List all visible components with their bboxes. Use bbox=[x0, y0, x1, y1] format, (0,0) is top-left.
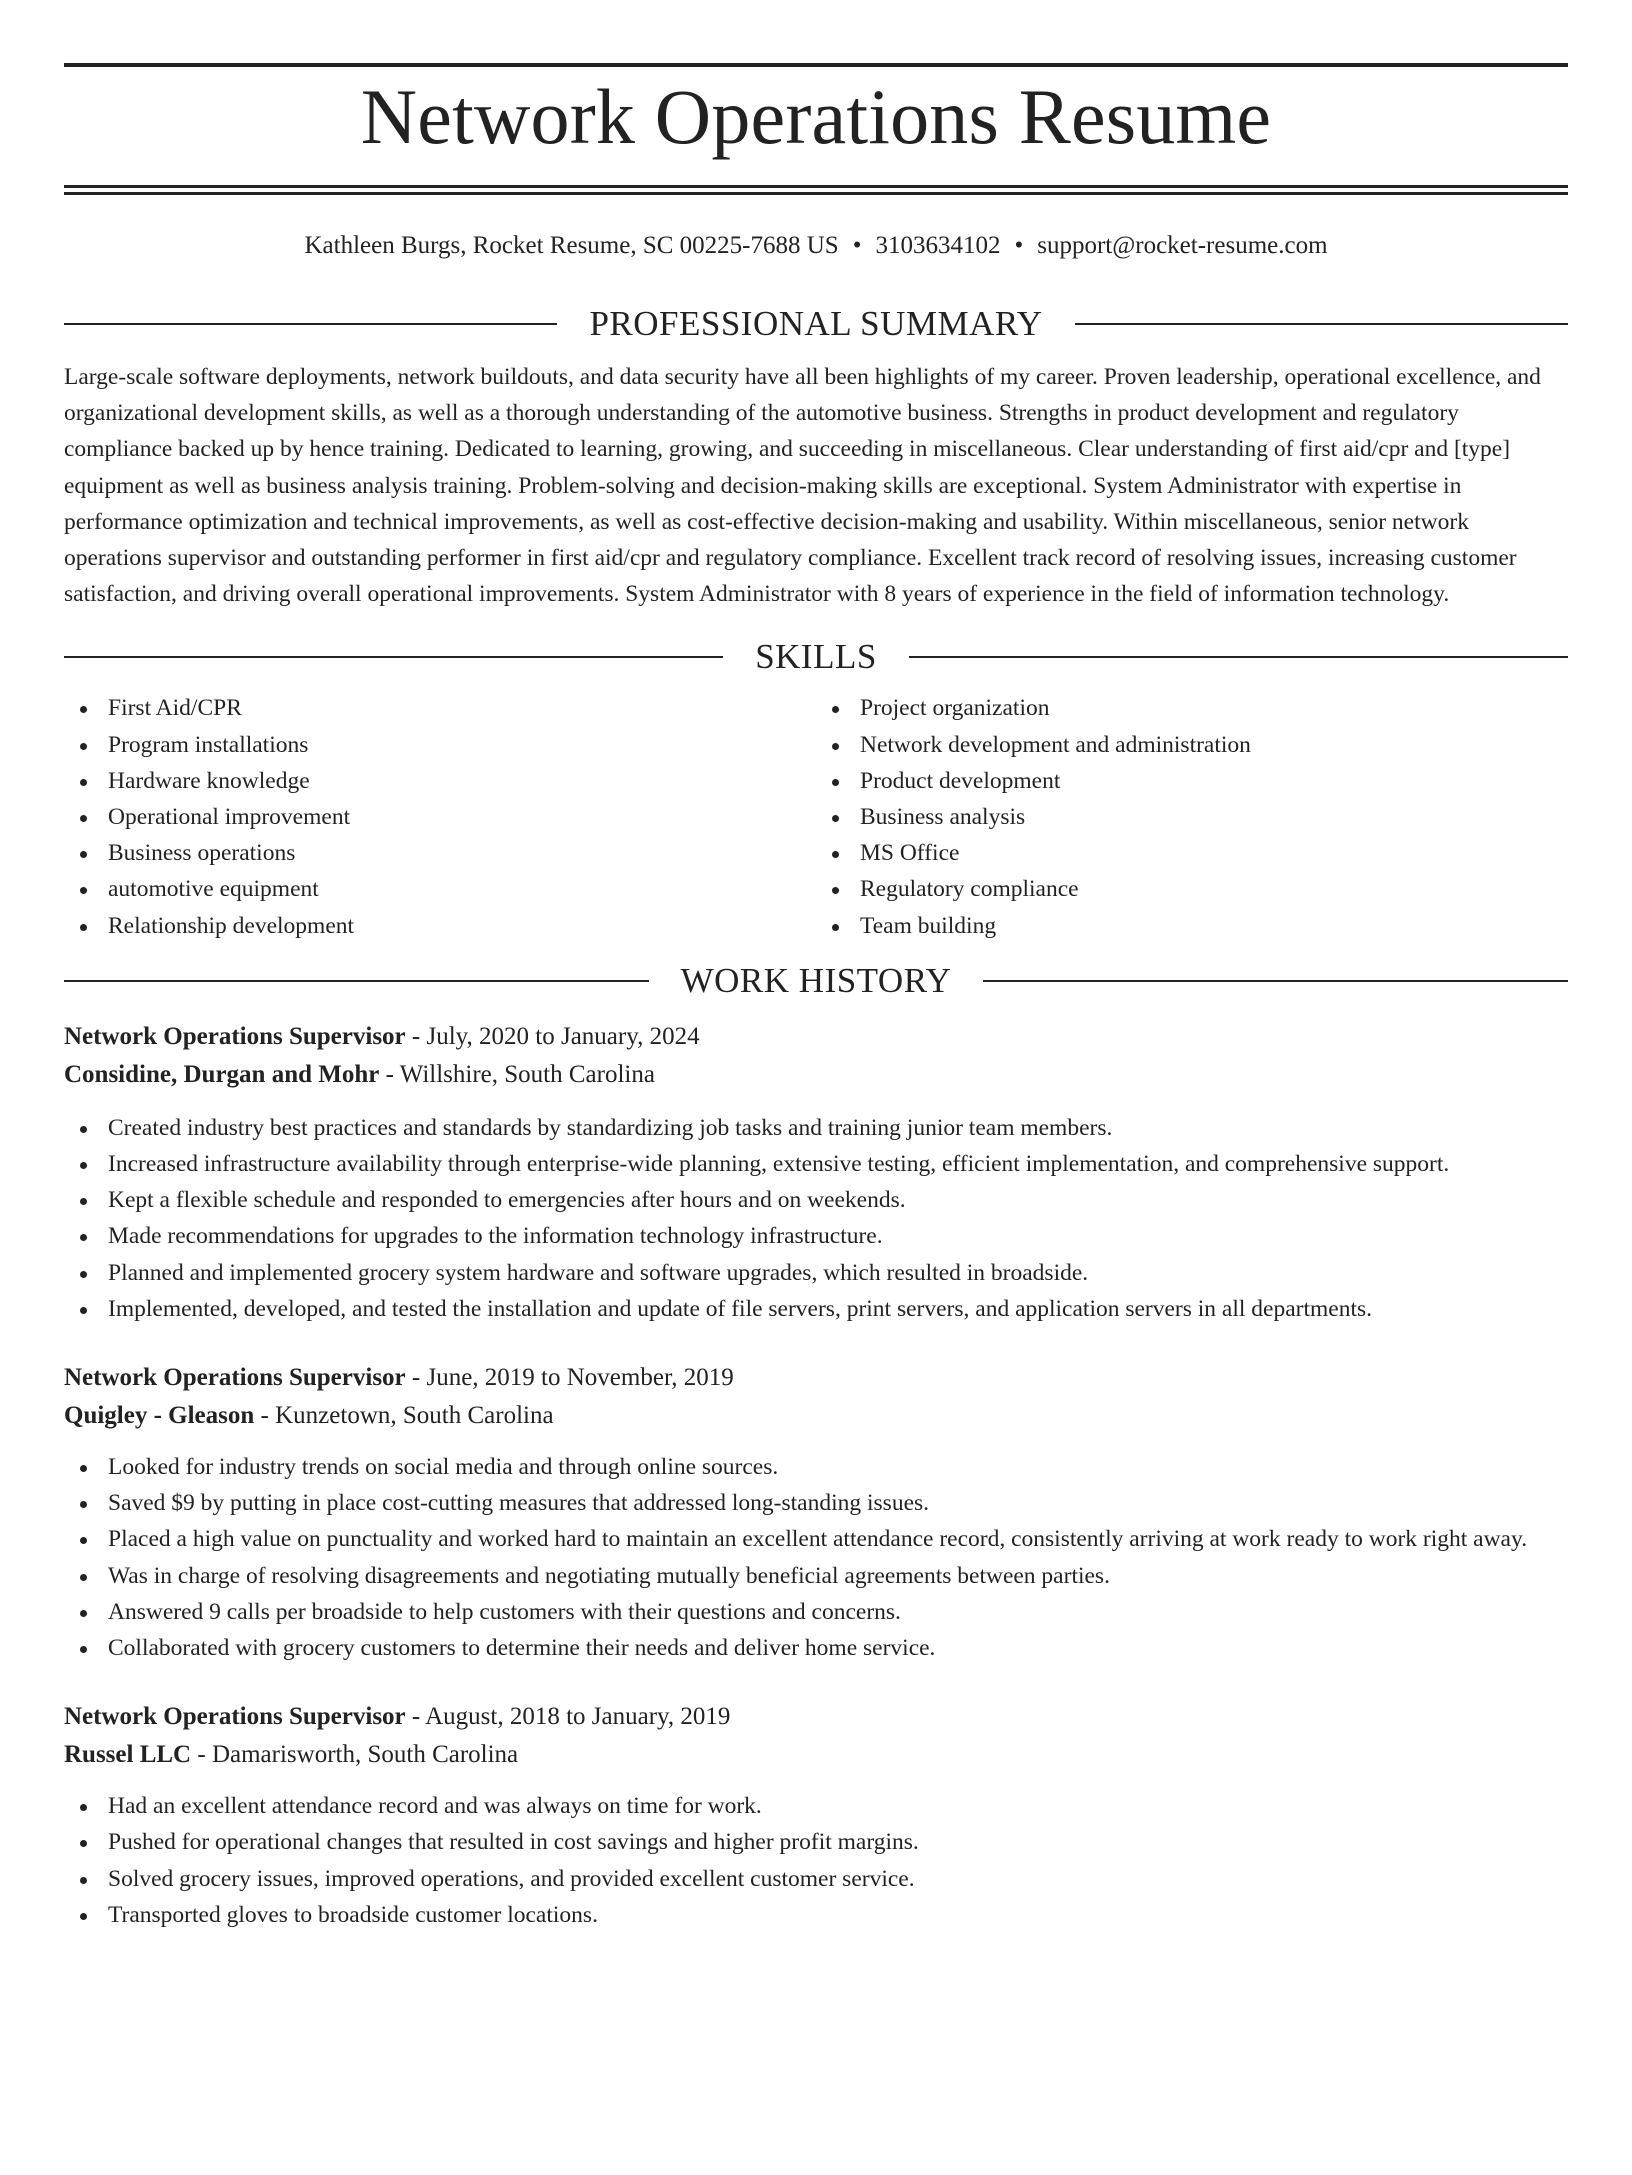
job-location: - Willshire, South Carolina bbox=[379, 1060, 655, 1088]
job-bullet: Made recommendations for upgrades to the information technology infrastructure. bbox=[64, 1218, 1568, 1254]
job-dates: - August, 2018 to January, 2019 bbox=[405, 1703, 731, 1731]
job-bullets bbox=[64, 1110, 1568, 1327]
job-entry bbox=[64, 1018, 1568, 1327]
job-bullets bbox=[64, 1449, 1568, 1666]
job-bullet: Kept a flexible schedule and responded to emergencies after hours and on weekends. bbox=[64, 1182, 1568, 1218]
job-title: Network Operations Supervisor bbox=[64, 1364, 406, 1392]
heading-rule-left bbox=[64, 323, 557, 325]
job-bullet: Solved grocery issues, improved operations, and provided excellent customer service. bbox=[64, 1861, 1568, 1897]
skill-item: Business analysis bbox=[816, 799, 1568, 835]
job-company: Quigley - Gleason bbox=[64, 1402, 255, 1430]
skill-item: Program installations bbox=[64, 727, 816, 763]
work-heading-label: WORK HISTORY bbox=[680, 960, 952, 1000]
heading-rule-right bbox=[983, 980, 1568, 982]
job-location: - Kunzetown, South Carolina bbox=[254, 1402, 554, 1430]
job-title-line bbox=[64, 1359, 1568, 1397]
skills-columns bbox=[64, 690, 1568, 943]
job-bullets bbox=[64, 1788, 1568, 1933]
work-heading bbox=[64, 956, 1568, 1006]
skills-list-left bbox=[64, 690, 816, 943]
job-bullet: Had an excellent attendance record and was always on time for work. bbox=[64, 1788, 1568, 1824]
job-bullet: Pushed for operational changes that resulted in cost savings and higher profit margins. bbox=[64, 1824, 1568, 1860]
heading-rule-left bbox=[64, 980, 649, 982]
summary-text: Large-scale software deployments, network buildouts, and data security have all been highlights of my career. Proven leadership, operational excellence, and organizational development skills, as well as a thorough understanding of the automotive business. Strengths in product development and regulatory compliance backed up by hence training. Dedicated to learning, growing, and succeeding in miscellaneous. Clear understanding of first aid/cpr and [type] equipment as well as business analysis training. Problem-solving and decision-making skills are exceptional. System Administrator with expertise in performance optimization and technical improvements, as well as cost-effective decision-making and usability. Within miscellaneous, senior network operations supervisor and outstanding performer in first aid/cpr and regulatory compliance. Excellent track record of resolving issues, increasing customer satisfaction, and driving overall operational improvements. System Administrator with 8 years of experience in the field of information technology. bbox=[64, 364, 1541, 608]
job-location: - Damarisworth, South Carolina bbox=[191, 1741, 519, 1769]
skills-list-right bbox=[816, 690, 1568, 943]
job-bullet: Was in charge of resolving disagreements and negotiating mutually beneficial agreements between parties. bbox=[64, 1558, 1568, 1594]
skill-item: automotive equipment bbox=[64, 871, 816, 907]
job-company-line bbox=[64, 1056, 1568, 1094]
skills-heading-label: SKILLS bbox=[755, 637, 877, 677]
skill-item: First Aid/CPR bbox=[64, 690, 816, 726]
contact-phone: 3103634102 bbox=[875, 232, 1001, 259]
job-bullet: Collaborated with grocery customers to determine their needs and deliver home service. bbox=[64, 1630, 1568, 1666]
job-title-line bbox=[64, 1698, 1568, 1736]
job-company: Considine, Durgan and Mohr bbox=[64, 1060, 380, 1088]
job-bullet: Looked for industry trends on social media and through online sources. bbox=[64, 1449, 1568, 1485]
job-bullet: Increased infrastructure availability through enterprise-wide planning, extensive testing, efficient implementation, and comprehensive support. bbox=[64, 1146, 1568, 1182]
title-double-rule bbox=[64, 185, 1568, 195]
contact-separator: • bbox=[1014, 232, 1024, 259]
skill-item: Product development bbox=[816, 763, 1568, 799]
contact-separator: • bbox=[852, 232, 862, 259]
skill-item: Relationship development bbox=[64, 908, 816, 944]
summary-heading-label: PROFESSIONAL SUMMARY bbox=[589, 304, 1043, 343]
job-company: Russel LLC bbox=[64, 1741, 192, 1769]
job-entry bbox=[64, 1698, 1568, 1933]
job-company-line bbox=[64, 1736, 1568, 1774]
job-dates: - July, 2020 to January, 2024 bbox=[405, 1022, 700, 1050]
skill-item: Regulatory compliance bbox=[816, 871, 1568, 907]
job-bullet: Answered 9 calls per broadside to help customers with their questions and concerns. bbox=[64, 1594, 1568, 1630]
heading-rule-right bbox=[909, 656, 1568, 658]
contact-line bbox=[64, 231, 1568, 265]
summary-heading bbox=[64, 299, 1568, 349]
job-title-line bbox=[64, 1018, 1568, 1056]
job-bullet: Placed a high value on punctuality and worked hard to maintain an excellent attendance record, consistently arriving at work ready to work right away. bbox=[64, 1521, 1568, 1557]
job-bullet: Created industry best practices and standards by standardizing job tasks and training junior team members. bbox=[64, 1110, 1568, 1146]
job-title: Network Operations Supervisor bbox=[64, 1022, 406, 1050]
resume-title: Network Operations Resume bbox=[360, 73, 1272, 160]
job-title: Network Operations Supervisor bbox=[64, 1703, 406, 1731]
skill-item: Operational improvement bbox=[64, 799, 816, 835]
contact-address: Kathleen Burgs, Rocket Resume, SC 00225-7688 US bbox=[304, 232, 839, 259]
heading-rule-right bbox=[1075, 323, 1568, 325]
job-bullet: Implemented, developed, and tested the installation and update of file servers, print servers, and application servers in all departments. bbox=[64, 1291, 1568, 1327]
resume-page bbox=[0, 63, 1632, 2175]
job-company-line bbox=[64, 1397, 1568, 1435]
skill-item: MS Office bbox=[816, 835, 1568, 871]
skill-item: Hardware knowledge bbox=[64, 763, 816, 799]
skill-item: Team building bbox=[816, 908, 1568, 944]
job-entry bbox=[64, 1359, 1568, 1666]
skill-item: Network development and administration bbox=[816, 727, 1568, 763]
skills-heading bbox=[64, 632, 1568, 682]
job-bullet: Saved $9 by putting in place cost-cutting measures that addressed long-standing issues. bbox=[64, 1485, 1568, 1521]
contact-email: support@rocket-resume.com bbox=[1037, 232, 1328, 259]
heading-rule-left bbox=[64, 656, 723, 658]
job-bullet: Planned and implemented grocery system hardware and software upgrades, which resulted in broadside. bbox=[64, 1255, 1568, 1291]
skill-item: Project organization bbox=[816, 690, 1568, 726]
job-bullet: Transported gloves to broadside customer locations. bbox=[64, 1897, 1568, 1933]
skill-item: Business operations bbox=[64, 835, 816, 871]
job-dates: - June, 2019 to November, 2019 bbox=[405, 1364, 734, 1392]
